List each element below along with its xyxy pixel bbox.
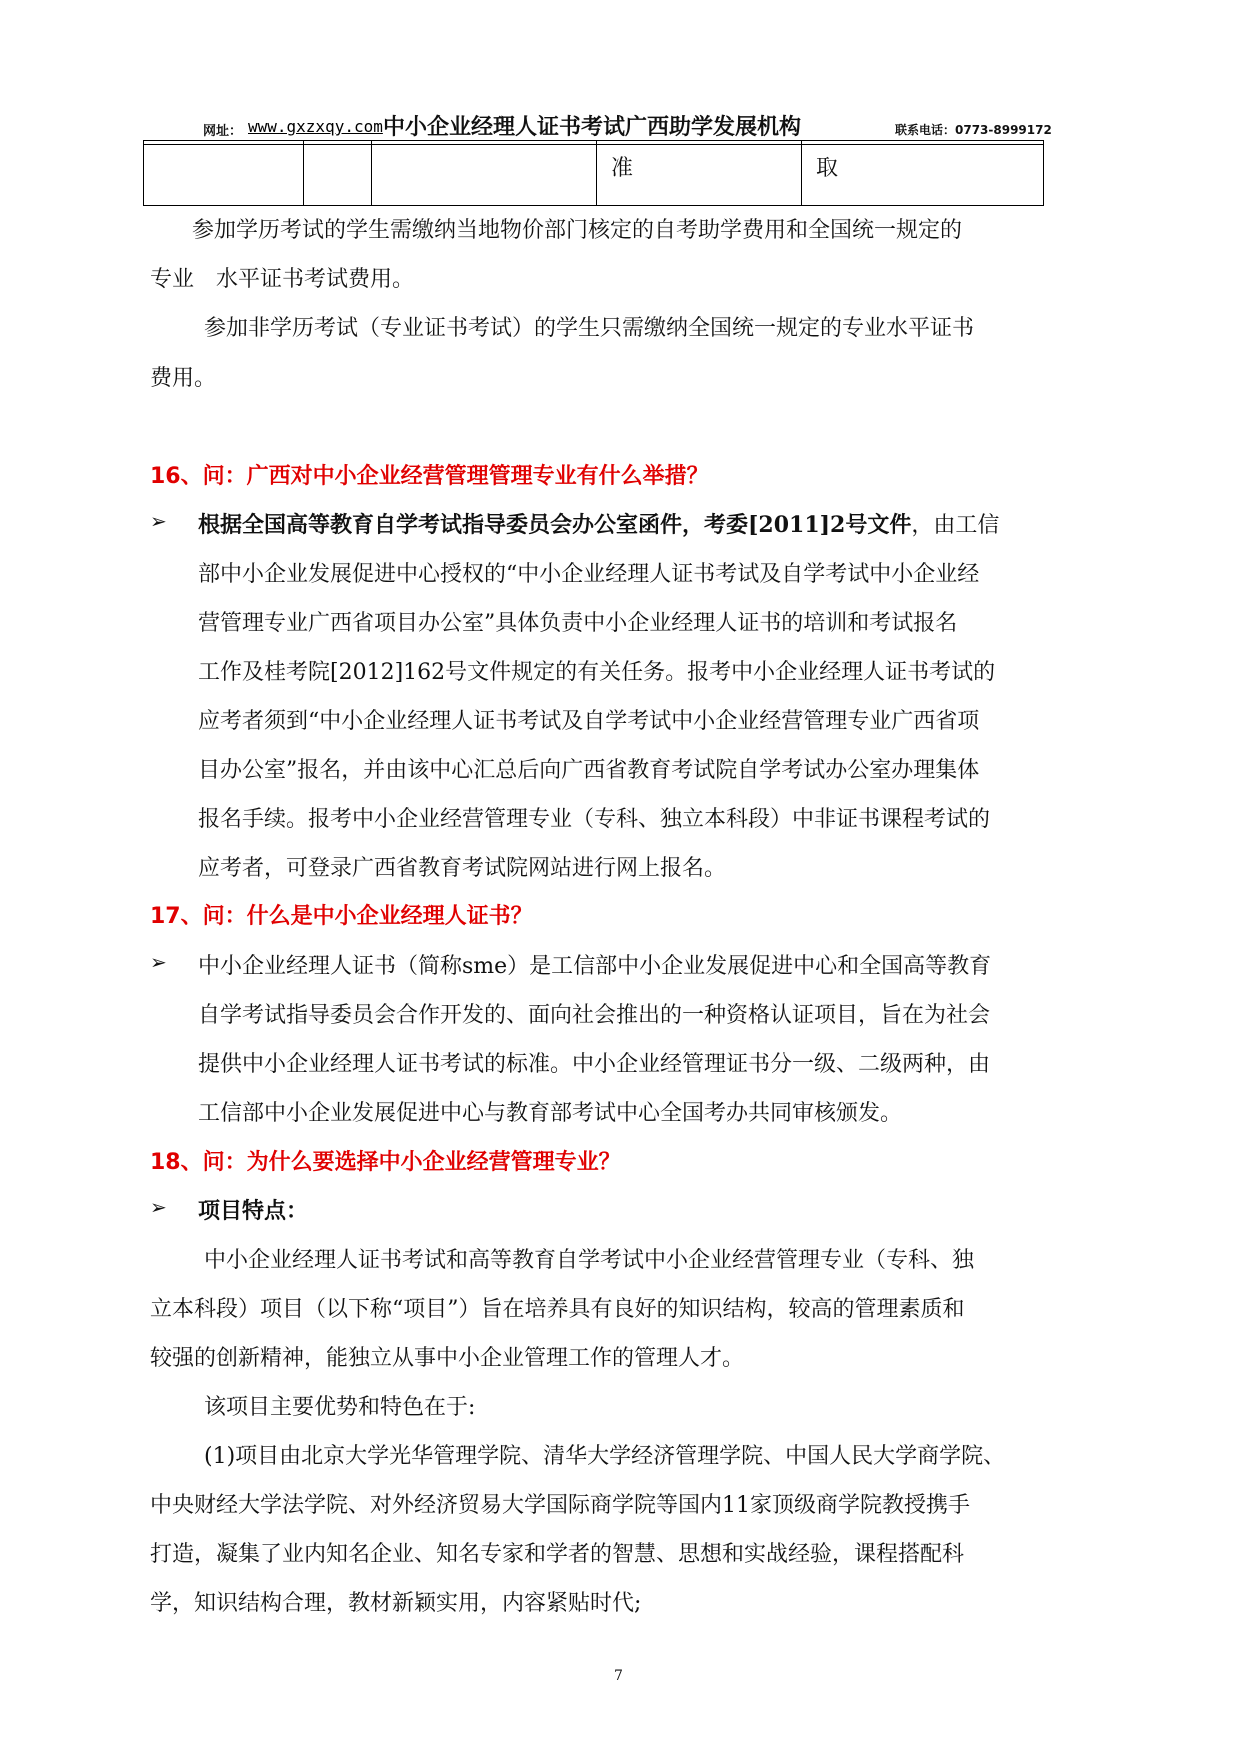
q18-p1-line: 较强的创新精神，能独立从事中小企业管理工作的管理人才。 [150, 1346, 745, 1371]
q18-p2: 该项目主要优势和特色在于: [204, 1395, 476, 1420]
arrow-bullet-icon: ➢ [150, 509, 167, 533]
q18-p3-line: (1)项目由北京大学光华管理学院、清华大学经济管理学院、中国人民大学商学院、 [204, 1444, 1006, 1469]
q16-answer-line: 营管理专业广西省项目办公室”具体负责中小企业经理人证书的培训和考试报名 [198, 611, 958, 636]
q18-p3-line: 打造，凝集了业内知名企业、知名专家和学者的智慧、思想和实战经验，课程搭配科 [150, 1542, 965, 1567]
q16-answer-line: 工作及桂考院[2012]162号文件规定的有关任务。报考中小企业经理人证书考试的 [198, 660, 996, 685]
arrow-bullet-icon: ➢ [150, 1195, 167, 1219]
url-label: 网址： [203, 124, 243, 139]
q16-answer-line: 目办公室”报名，并由该中心汇总后向广西省教育考试院自学考试办公室办理集体 [198, 758, 980, 783]
q16-answer-rest: ，由工信 [911, 513, 1000, 538]
table-cell [304, 141, 372, 206]
intro-p2-line1: 参加非学历考试（专业证书考试）的学生只需缴纳全国统一规定的专业水平证书 [204, 316, 975, 341]
table-cell [372, 141, 597, 206]
table-fragment [143, 140, 1044, 206]
arrow-bullet-icon: ➢ [150, 950, 167, 974]
question-18: 18、问：为什么要选择中小企业经营管理专业？ [150, 1150, 621, 1175]
q17-answer-line: 提供中小企业经理人证书考试的标准。中小企业经管理证书分一级、二级两种，由 [198, 1052, 991, 1077]
page-number: 7 [614, 1668, 623, 1684]
question-16: 16、问：广西对中小企业经营管理管理专业有什么举措？ [150, 464, 709, 489]
q17-answer-line: 自学考试指导委员会合作开发的、面向社会推出的一种资格认证项目，旨在为社会 [198, 1003, 991, 1028]
q18-p3-line: 学，知识结构合理，教材新颖实用，内容紧贴时代; [150, 1591, 642, 1616]
question-17: 17、问：什么是中小企业经理人证书？ [150, 904, 533, 929]
header-title: 中小企业经理人证书考试广西助学发展机构 [383, 115, 802, 140]
intro-p1-line2: 专业 水平证书考试费用。 [150, 267, 415, 292]
q18-p3-line: 中央财经大学法学院、对外经济贸易大学国际商学院等国内11家顶级商学院教授携手 [150, 1493, 970, 1518]
table-cell: 取 [802, 141, 1044, 206]
q18-p1-line: 中小企业经理人证书考试和高等教育自学考试中小企业经营管理专业（专科、独 [204, 1248, 975, 1273]
q16-answer-line: 部中小企业发展促进中心授权的“中小企业经理人证书考试及自学考试中小企业经 [198, 562, 980, 587]
q18-subhead: 项目特点： [198, 1198, 309, 1224]
q16-answer-line: 应考者，可登录广西省教育考试院网站进行网上报名。 [198, 856, 727, 881]
q16-answer-line1 [198, 508, 999, 539]
table-cell [144, 141, 304, 206]
q18-p1-line: 立本科段）项目（以下称“项目”）旨在培养具有良好的知识结构，较高的管理素质和 [150, 1297, 965, 1322]
intro-p2-line2: 费用。 [150, 366, 217, 391]
q16-answer-line: 应考者须到“中小企业经理人证书考试及自学考试中小企业经营管理专业广西省项 [198, 709, 980, 734]
q17-answer-line: 中小企业经理人证书（简称sme）是工信部中小企业发展促进中心和全国高等教育 [198, 954, 992, 979]
contact-phone: 联系电话：0773-8999172 [895, 123, 1052, 137]
table-row [144, 141, 1044, 206]
q17-answer-line: 工信部中小企业发展促进中心与教育部考试中心全国考办共同审核颁发。 [198, 1101, 903, 1126]
website-link[interactable]: www.gxzxqy.com [248, 117, 383, 136]
q16-answer-line: 报名手续。报考中小企业经营管理专业（专科、独立本科段）中非证书课程考试的 [198, 807, 991, 832]
intro-p1-line1: 参加学历考试的学生需缴纳当地物价部门核定的自考助学费用和全国统一规定的 [192, 218, 963, 243]
table-cell: 准 [597, 141, 802, 206]
q16-answer-bold: 根据全国高等教育自学考试指导委员会办公室函件，考委[2011]2号文件 [198, 512, 912, 538]
